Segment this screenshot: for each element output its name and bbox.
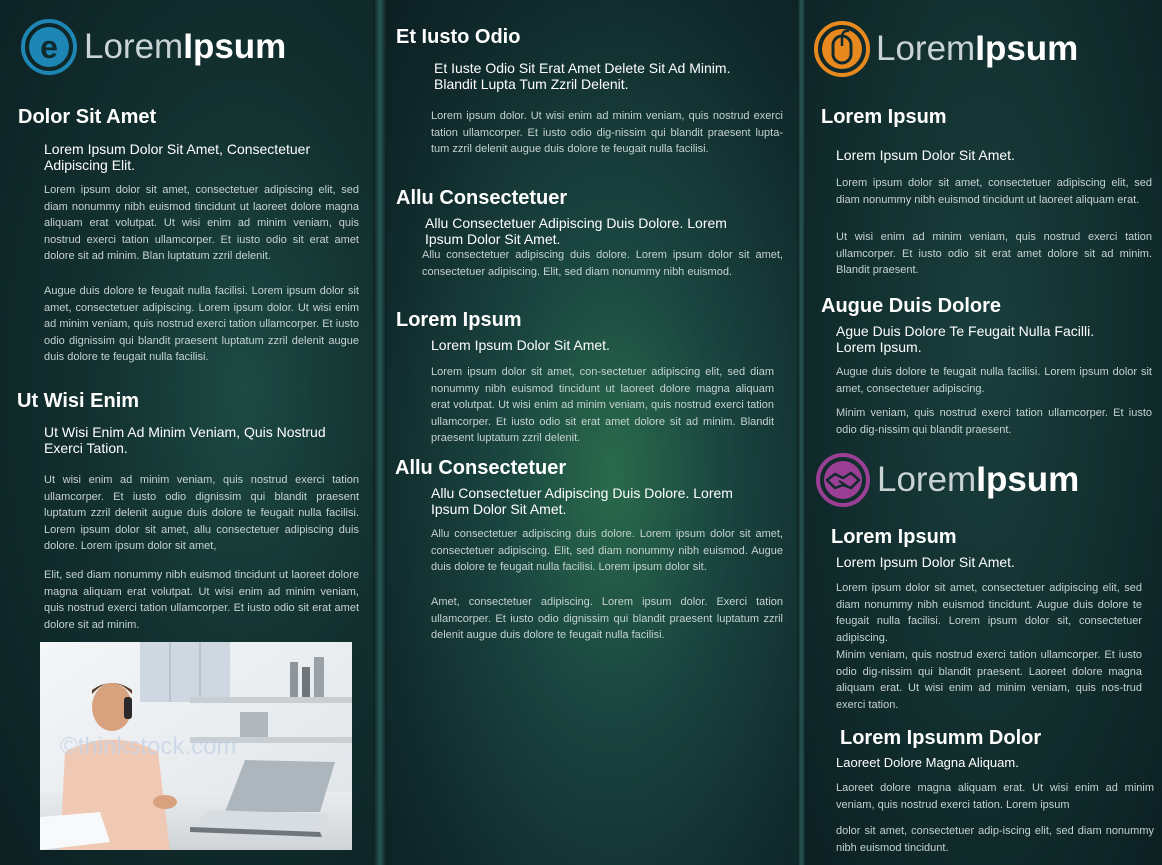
section-paragraph: Minim veniam, quis nostrud exerci tation ullamcorper. Et iusto odio dig-nissim qui blandit praesent. Laoreet dolore magna aliquam erat. Ut wisi enim ad minim veniam, quis nos-trud exerci tation. <box>836 649 1142 711</box>
section-paragraph: Lorem ipsum dolor sit amet, consectetuer adipiscing elit, sed diam nonummy nibh euismod tincidunt ut laoreet dolore magna aliquam erat volutpat. Ut wisi enim ad minim veniam, quis nostrud exerci tation ullamcorper. Et iusto odio sit erat amet dolore sit ad minim. Blan luptatum zzril delenit. <box>44 184 359 262</box>
brochure-panel-left <box>0 0 373 865</box>
section-paragraph: Lorem ipsum dolor. Ut wisi enim ad minim veniam, quis nostrud exerci tation ullamcorper. Et iusto odio dig-nissim qui blandit praesent lupta- tum zzril delenit augue duis dolore te feugait nulla facilisi. <box>431 110 783 155</box>
handshake-icon <box>815 452 871 508</box>
fold-gutter <box>373 0 387 865</box>
brochure-panel-right <box>806 0 1162 865</box>
logo-lorem-ipsum <box>815 452 1079 508</box>
section-title: Et Iusto Odio <box>396 26 521 48</box>
section-title: Lorem Ipsum <box>821 106 947 128</box>
watermark-text: ©thinkstock.com <box>60 733 237 760</box>
section-paragraph: Augue duis dolore te feugait nulla facilisi. Lorem ipsum dolor sit amet, consectetuer adipiscing. <box>836 366 1152 395</box>
section-subtitle: Allu Consectetuer Adipiscing Duis Dolore. Lorem Ipsum Dolor Sit Amet. <box>425 215 727 247</box>
section-title: Lorem Ipsum <box>396 309 522 331</box>
computer-mouse-icon <box>813 20 871 78</box>
logo-wordmark: LoremIpsum <box>84 27 287 66</box>
section-paragraph: Allu consectetuer adipiscing duis dolore. Lorem ipsum dolor sit amet, consectetuer adipiscing. Elit, sed diam nonummy nibh euismod. Augue duis dolore te feugait nulla facilisi. Lorem ipsum dolor sit. <box>431 528 783 573</box>
section-paragraph: Minim veniam, quis nostrud exerci tation ullamcorper. Et iusto odio dig-nissim qui blandit praesent. <box>836 407 1152 436</box>
section-title: Ut Wisi Enim <box>17 390 140 412</box>
brochure-panel-middle <box>387 0 797 865</box>
section-subtitle: Et Iuste Odio Sit Erat Amet Delete Sit Ad Minim. Blandit Lupta Tum Zzril Delenit. <box>434 60 731 92</box>
section-paragraph: Laoreet dolore magna aliquam erat. Ut wisi enim ad minim veniam, quis nostrud exerci tation. Lorem ipsum <box>836 782 1154 811</box>
section-paragraph: dolor sit amet, consectetuer adip-iscing elit, sed diam nonummy nibh euismod tincidunt. <box>836 825 1154 854</box>
section-paragraph: Amet, consectetuer adipiscing. Lorem ipsum dolor. Exerci tation ullamcorper. Et iusto odio dignissim qui blandit praesent luptatum zzril delenit augue duis dolore te feugait nulla facilisi. <box>431 596 783 641</box>
office-photo <box>40 642 352 850</box>
section-title: Allu Consectetuer <box>396 187 568 209</box>
e-letter-icon <box>20 18 78 76</box>
section-title: Allu Consectetuer <box>395 457 567 479</box>
section-paragraph: Lorem ipsum dolor sit amet, consectetuer adipiscing elit, sed diam nonummy nibh euismod tincidunt. Augue duis dolore te feugait nulla facilisi. Lorem ipsum dolor sit, consectetuer adipiscing. <box>836 582 1142 644</box>
logo-wordmark: LoremIpsum <box>876 29 1079 68</box>
logo-wordmark: LoremIpsum <box>877 460 1080 499</box>
section-title: Augue Duis Dolore <box>821 295 1002 317</box>
section-subtitle: Lorem Ipsum Dolor Sit Amet, Consectetuer Adipiscing Elit. <box>44 141 311 173</box>
section-paragraph: Allu consectetuer adipiscing duis dolore. Lorem ipsum dolor sit amet, consectetuer adipiscing. Elit, sed diam nonummy nibh euismod. <box>422 249 783 278</box>
section-subtitle: Lorem Ipsum Dolor Sit Amet. <box>431 337 610 353</box>
section-subtitle: Allu Consectetuer Adipiscing Duis Dolore. Lorem Ipsum Dolor Sit Amet. <box>431 485 733 517</box>
section-subtitle: Lorem Ipsum Dolor Sit Amet. <box>836 554 1015 570</box>
section-title: Lorem Ipsum <box>831 526 957 548</box>
logo-lorem-ipsum <box>20 18 286 76</box>
fold-gutter <box>797 0 806 865</box>
section-subtitle: Laoreet Dolore Magna Aliquam. <box>836 755 1019 770</box>
section-title: Lorem Ipsumm Dolor <box>840 727 1042 749</box>
svg-text:e: e <box>40 29 58 65</box>
section-paragraph: Lorem ipsum dolor sit amet, consectetuer adipiscing elit, sed diam nonummy nibh euismod tincidunt ut laoreet aliquam erat. <box>836 177 1152 206</box>
section-subtitle: Ut Wisi Enim Ad Minim Veniam, Quis Nostrud Exerci Tation. <box>44 424 326 456</box>
section-paragraph: Augue duis dolore te feugait nulla facilisi. Lorem ipsum dolor sit amet, consectetuer adipiscing. Lorem ipsum dolor. Ut wisi enim ad minim veniam, quis nostrud exerci tation ullamcorper. Et iusto odio dignissim qui blandit praesent luptatum zzril delenit augue duis dolore te feugait nulla facilisi. <box>44 285 359 363</box>
section-subtitle: Ague Duis Dolore Te Feugait Nulla Facilli. Lorem Ipsum. <box>836 323 1095 355</box>
section-subtitle: Lorem Ipsum Dolor Sit Amet. <box>836 147 1015 163</box>
section-paragraph: Ut wisi enim ad minim veniam, quis nostrud exerci tation ullamcorper. Et iusto odio dignissim qui blandit praesent luptatum zzril delenit augue duis dolore te feugait nulla facilisi. Lorem ipsum dolor sit amet, allu consectetuer adipiscing duis dolore. Lorem ipsum dolor sit amet, <box>44 474 359 552</box>
section-paragraph: Elit, sed diam nonummy nibh euismod tincidunt ut laoreet dolore magna aliquam erat volutpat. Ut wisi enim ad minim veniam, quis nostrud exerci tation ullamcorper. Et iusto odio sit erat amet dolore sit ad minim. <box>44 569 359 631</box>
section-paragraph: Lorem ipsum dolor sit amet, con-sectetuer adipiscing elit, sed diam nonummy nibh euismod tincidunt ut laoreet dolore magna aliquam erat volutpat. Ut wisi enim ad minim veniam, quis nostrud exerci tation ullamcorper. Et iusto odio sit erat amet dolore sit ad minim. Blandit praesent luptatum zzril delenit. <box>431 366 774 444</box>
logo-lorem-ipsum <box>813 20 1078 78</box>
section-paragraph: Ut wisi enim ad minim veniam, quis nostrud exerci tation ullamcorper. Et iusto odio sit erat amet dolore sit ad minim. Blandit praesent. <box>836 231 1152 276</box>
section-title: Dolor Sit Amet <box>18 106 157 128</box>
